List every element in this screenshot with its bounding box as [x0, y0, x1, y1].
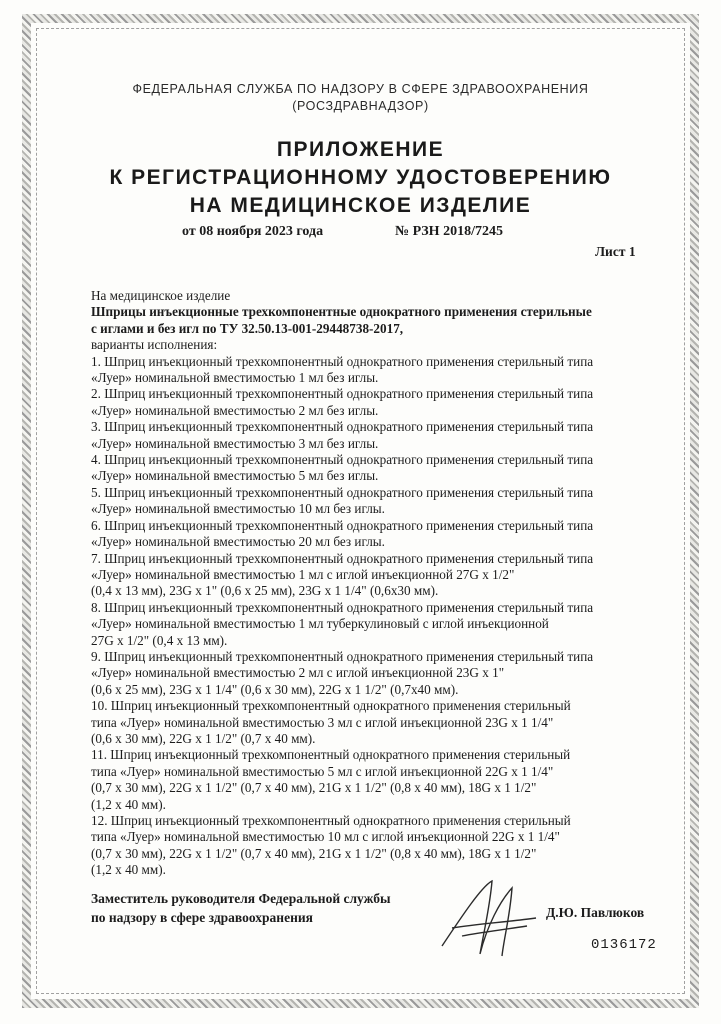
registration-number: № РЗН 2018/7245: [395, 224, 503, 239]
variant-line: 1. Шприц инъекционный трехкомпонентный однократного применения стерильный типа: [91, 353, 594, 369]
variant-line: (1,2 x 40 мм).: [91, 796, 166, 812]
variant-item: [91, 600, 661, 649]
variant-item: [91, 813, 661, 879]
variant-line: «Луер» номинальной вместимостью 1 мл с иглой инъекционной 27G x 1/2": [91, 566, 515, 582]
variant-item: [91, 551, 661, 600]
variant-item: [91, 386, 661, 419]
variant-item: [91, 518, 661, 551]
variant-item: [91, 649, 661, 698]
variants-label: варианты исполнения:: [91, 337, 218, 353]
variant-line: 9. Шприц инъекционный трехкомпонентный однократного применения стерильный типа: [91, 648, 594, 664]
product-name-line1: Шприцы инъекционные трехкомпонентные однократного применения стерильные: [91, 304, 592, 320]
document-title-line3: НА МЕДИЦИНСКОЕ ИЗДЕЛИЕ: [189, 194, 532, 217]
variants-list: [91, 354, 661, 879]
signer-name: Д.Ю. Павлюков: [546, 905, 645, 920]
variant-line: 3. Шприц инъекционный трехкомпонентный однократного применения стерильный типа: [91, 419, 594, 435]
variant-line: типа «Луер» номинальной вместимостью 3 мл с иглой инъекционной 23G x 1 1/4": [91, 714, 554, 730]
variant-line: 5. Шприц инъекционный трехкомпонентный однократного применения стерильный типа: [91, 484, 594, 500]
signer-title-line2: по надзору в сфере здравоохранения: [91, 910, 313, 925]
variant-line: «Луер» номинальной вместимостью 2 мл без иглы.: [91, 402, 379, 418]
variant-line: «Луер» номинальной вместимостью 20 мл без иглы.: [91, 534, 385, 550]
variant-item: [91, 452, 661, 485]
variant-line: (1,2 x 40 мм).: [91, 862, 166, 878]
form-serial-number: 0136172: [591, 937, 657, 953]
variant-line: «Луер» номинальной вместимостью 1 мл туберкулиновый с иглой инъекционной: [91, 616, 549, 632]
sheet-number: Лист 1: [595, 244, 636, 259]
variant-line: (0,6 x 30 мм), 22G x 1 1/2" (0,7 x 40 мм).: [91, 730, 316, 746]
variant-line: 4. Шприц инъекционный трехкомпонентный однократного применения стерильный типа: [91, 452, 594, 468]
variant-line: 6. Шприц инъекционный трехкомпонентный однократного применения стерильный типа: [91, 517, 594, 533]
variant-item: [91, 485, 661, 518]
product-name-line2: с иглами и без игл по ТУ 32.50.13-001-29448738-2017,: [91, 320, 404, 336]
variant-line: «Луер» номинальной вместимостью 2 мл с иглой инъекционной 23G x 1": [91, 665, 505, 681]
variant-line: 11. Шприц инъекционный трехкомпонентный однократного применения стерильный: [91, 747, 571, 763]
document-title-line1: ПРИЛОЖЕНИЕ: [276, 138, 445, 161]
variant-line: 10. Шприц инъекционный трехкомпонентный однократного применения стерильный: [91, 698, 571, 714]
variant-line: (0,6 x 25 мм), 23G x 1 1/4" (0,6 x 30 мм), 22G x 1 1/2" (0,7x40 мм).: [91, 681, 459, 697]
agency-abbreviation: (РОСЗДРАВНАДЗОР): [292, 99, 429, 113]
variant-line: «Луер» номинальной вместимостью 5 мл без иглы.: [91, 468, 379, 484]
intro-line: На медицинское изделие: [91, 288, 231, 303]
variant-line: (0,7 x 30 мм), 22G x 1 1/2" (0,7 x 40 мм), 21G x 1 1/2" (0,8 x 40 мм), 18G x 1 1/2": [91, 845, 537, 861]
issue-date: от 08 ноября 2023 года: [182, 224, 324, 239]
variant-line: 2. Шприц инъекционный трехкомпонентный однократного применения стерильный типа: [91, 386, 594, 402]
variant-line: 27G x 1/2" (0,4 x 13 мм).: [91, 632, 228, 648]
variant-item: [91, 419, 661, 452]
variant-line: «Луер» номинальной вместимостью 3 мл без иглы.: [91, 435, 379, 451]
agency-name: ФЕДЕРАЛЬНАЯ СЛУЖБА ПО НАДЗОРУ В СФЕРЕ ЗДРАВООХРАНЕНИЯ: [132, 82, 589, 96]
variant-line: (0,7 x 30 мм), 22G x 1 1/2" (0,7 x 40 мм), 21G x 1 1/2" (0,8 x 40 мм), 18G x 1 1/2": [91, 780, 537, 796]
variant-item: [91, 354, 661, 387]
variant-line: 8. Шприц инъекционный трехкомпонентный однократного применения стерильный типа: [91, 599, 594, 615]
variant-line: (0,4 x 13 мм), 23G x 1" (0,6 x 25 мм), 23G x 1 1/4" (0,6x30 мм).: [91, 583, 439, 599]
variant-line: 12. Шприц инъекционный трехкомпонентный однократного применения стерильный: [91, 813, 571, 828]
variant-line: типа «Луер» номинальной вместимостью 5 мл с иглой инъекционной 22G x 1 1/4": [91, 763, 554, 779]
document-body: [91, 288, 661, 879]
variant-line: типа «Луер» номинальной вместимостью 10 мл с иглой инъекционной 22G x 1 1/4": [91, 829, 560, 845]
variant-line: 7. Шприц инъекционный трехкомпонентный однократного применения стерильный типа: [91, 550, 594, 566]
signer-title: [91, 889, 391, 927]
variant-item: [91, 747, 661, 813]
document-title-line2: К РЕГИСТРАЦИОННОМУ УДОСТОВЕРЕНИЮ: [109, 166, 612, 189]
variant-line: «Луер» номинальной вместимостью 1 мл без иглы.: [91, 370, 379, 386]
variant-line: «Луер» номинальной вместимостью 10 мл без иглы.: [91, 501, 385, 517]
signer-title-line1: Заместитель руководителя Федеральной службы: [91, 891, 391, 906]
variant-item: [91, 698, 661, 747]
signature: [432, 876, 542, 960]
